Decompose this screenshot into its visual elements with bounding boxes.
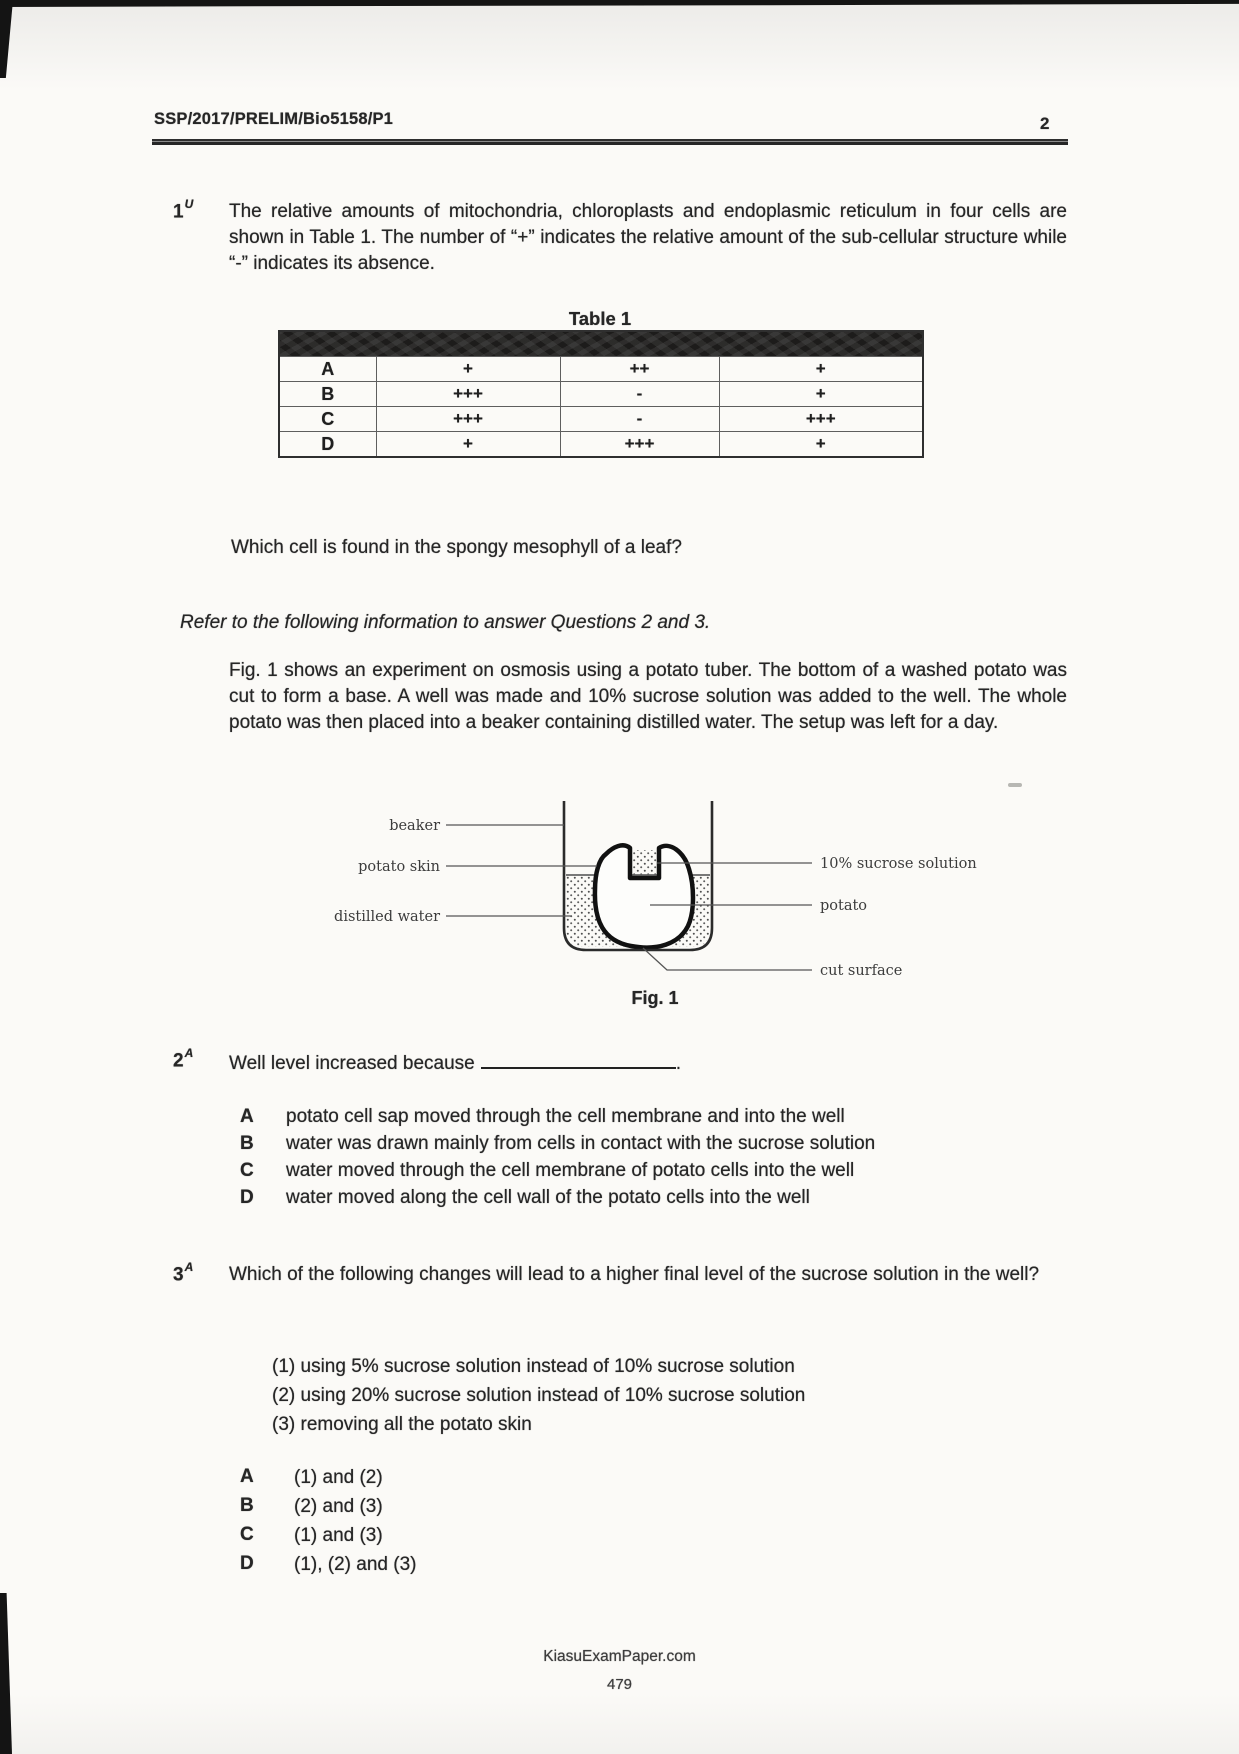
table-cell-label: C <box>279 407 376 432</box>
table-1-title: Table 1 <box>568 308 632 329</box>
scan-edge-top-left <box>0 0 13 78</box>
figure-1-diagram <box>300 778 980 1022</box>
option-text: water was drawn mainly from cells in contact with the sucrose solution <box>286 1133 876 1154</box>
question-2-number-text: 2 <box>173 1050 184 1072</box>
option-letter: B <box>240 1495 254 1516</box>
distilled-water-label: distilled water <box>334 909 440 925</box>
question-1-text: The relative amounts of mitochondria, chloroplasts and endoplasmic reticulum in four cells are shown in Table 1. The number of “+” indicates the relative amount of the sub-cellular structure while “-” indicates its absence. <box>229 201 1067 274</box>
document-code: SSP/2017/PRELIM/Bio5158/P1 <box>154 110 394 128</box>
table-cell-label: D <box>279 432 376 458</box>
question-1-prompt: Which cell is found in the spongy mesophyll of a leaf? <box>231 537 682 558</box>
option-text: (1) and (2) <box>294 1467 383 1488</box>
table-cell-value: +++ <box>560 432 719 458</box>
option-text: (1) and (3) <box>294 1525 383 1546</box>
question-2-stem <box>229 1048 681 1077</box>
table-cell-value: - <box>560 382 719 407</box>
osmosis-setup-drawing <box>300 778 980 1022</box>
table-cell-value: + <box>719 432 923 458</box>
table-cell-label: A <box>279 357 376 382</box>
table-cell-value: ++ <box>560 357 719 382</box>
sucrose-solution-label: 10% sucrose solution <box>820 856 977 872</box>
question-1-superscript: U <box>184 197 194 211</box>
option-letter: D <box>240 1187 254 1208</box>
option-text: (1), (2) and (3) <box>294 1554 417 1575</box>
option-letter: A <box>240 1466 254 1487</box>
table-row <box>279 382 923 407</box>
option-letter: B <box>240 1133 254 1154</box>
potato-label: potato <box>820 898 868 914</box>
table-row <box>279 357 923 382</box>
table-cell-value: + <box>376 357 560 382</box>
option-letter: C <box>240 1160 254 1181</box>
table-row <box>279 407 923 432</box>
question-2-number <box>173 1048 192 1072</box>
figure-intro-paragraph: Fig. 1 shows an experiment on osmosis using a potato tuber. The bottom of a washed potato was cut to form a base. A well was made and 10% sucrose solution was added to the well. The whole potato was then placed into a beaker containing distilled water. The setup was left for a day. <box>229 660 1067 733</box>
footer-page-ref: 479 <box>606 1676 633 1693</box>
statement-3: (3) removing all the potato skin <box>272 1414 532 1435</box>
table-cell-value: +++ <box>376 382 560 407</box>
table-header-redacted-bar <box>279 331 923 357</box>
header-rule <box>152 139 1068 145</box>
question-1-number-text: 1 <box>173 201 184 223</box>
option-letter: C <box>240 1524 254 1545</box>
statement-1: (1) using 5% sucrose solution instead of 10% sucrose solution <box>272 1356 795 1377</box>
table-row-header <box>279 331 923 357</box>
table-cell-value: +++ <box>719 407 923 432</box>
table-row <box>279 432 923 458</box>
option-text: water moved through the cell membrane of potato cells into the well <box>286 1160 855 1181</box>
option-letter: A <box>240 1106 254 1127</box>
option-text: (2) and (3) <box>294 1496 383 1517</box>
question-3-superscript: A <box>184 1260 194 1274</box>
question-3-number-text: 3 <box>173 1264 184 1286</box>
question-2-superscript: A <box>184 1046 194 1060</box>
table-cell-value: + <box>376 432 560 458</box>
figure-1-caption: Fig. 1 <box>631 988 679 1008</box>
option-text: water moved along the cell wall of the potato cells into the well <box>286 1187 810 1208</box>
question-2-stem-period: . <box>675 1053 682 1074</box>
scan-edge-bottom-left <box>0 1593 12 1754</box>
potato-skin-label: potato skin <box>358 859 440 875</box>
table-cell-value: +++ <box>376 407 560 432</box>
table-cell-value: + <box>719 382 923 407</box>
footer-site: KiasuExamPaper.com <box>543 1648 696 1665</box>
table-1 <box>278 330 924 458</box>
cut-surface-label: cut surface <box>820 963 903 979</box>
scan-smudge <box>1008 783 1022 787</box>
sucrose-solution-region <box>633 850 657 876</box>
statement-2: (2) using 20% sucrose solution instead of 10% sucrose solution <box>272 1385 806 1406</box>
refer-note: Refer to the following information to answer Questions 2 and 3. <box>180 612 711 633</box>
question-3-number <box>173 1262 192 1286</box>
question-3-stem: Which of the following changes will lead to a higher final level of the sucrose solution in the well? <box>229 1264 1040 1285</box>
table-cell-label: B <box>279 382 376 407</box>
option-letter: D <box>240 1553 254 1574</box>
beaker-label: beaker <box>389 818 440 834</box>
page-number: 2 <box>1040 114 1050 133</box>
table-cell-value: + <box>719 357 923 382</box>
question-2-stem-text: Well level increased because <box>229 1053 475 1074</box>
answer-blank-line <box>481 1048 676 1069</box>
scan-edge-top <box>0 0 1239 7</box>
question-1-number <box>173 199 192 223</box>
option-text: potato cell sap moved through the cell membrane and into the well <box>286 1106 845 1127</box>
table-cell-value: - <box>560 407 719 432</box>
